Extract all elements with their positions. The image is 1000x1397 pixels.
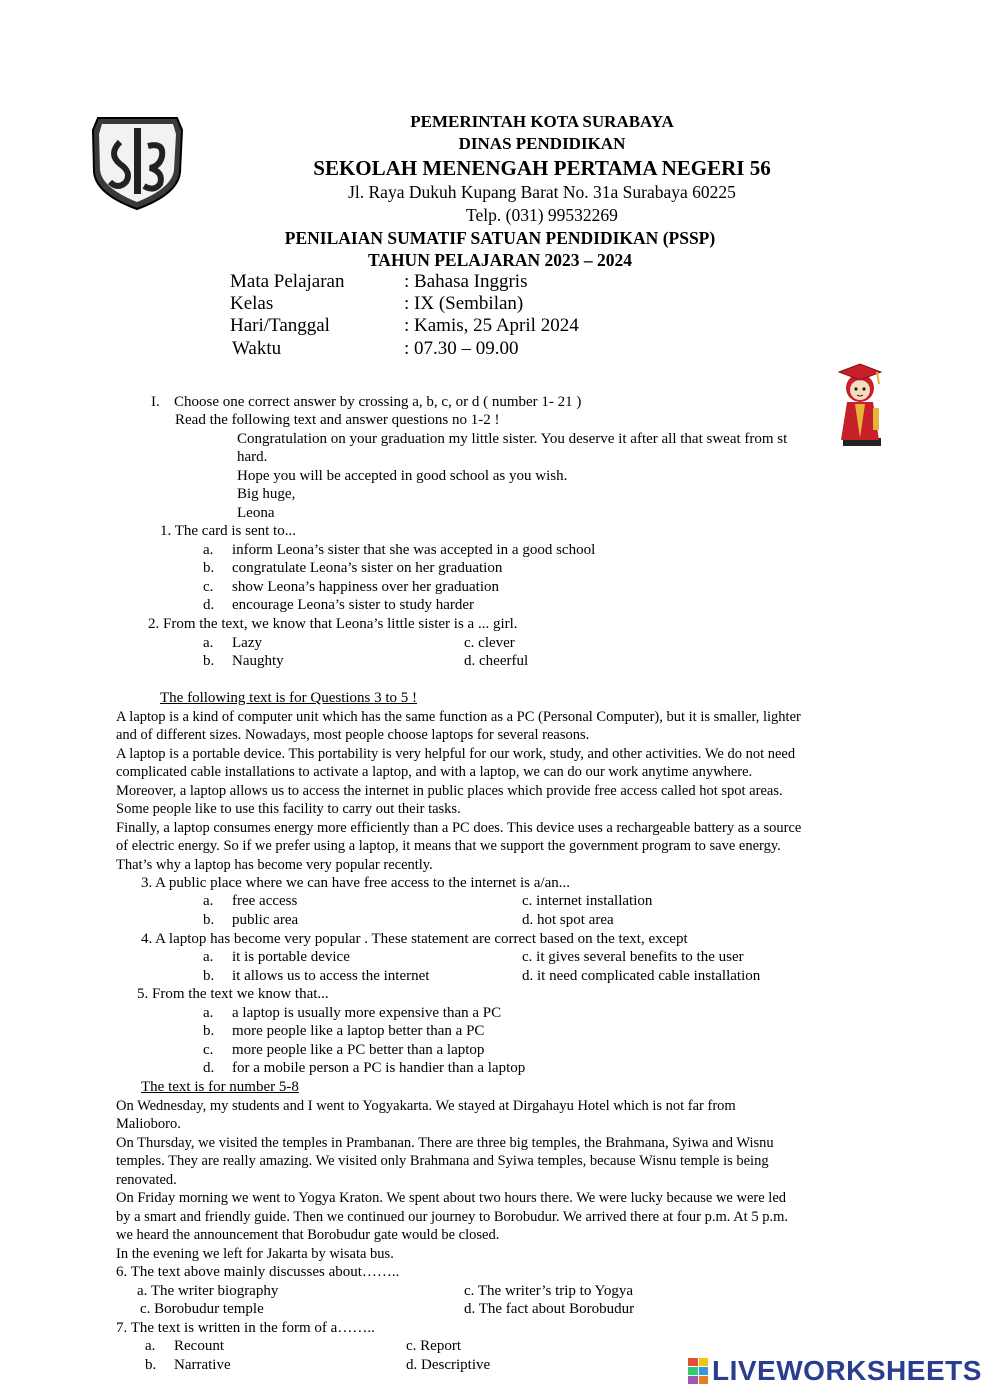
question-1-option-a[interactable]: inform Leona’s sister that she was accepted in a good school [232, 542, 596, 558]
question-4-option-c[interactable]: c. it gives several benefits to the user [522, 949, 744, 965]
section-numeral: I. [151, 394, 160, 410]
info-label-date: Hari/Tanggal [230, 315, 330, 336]
question-6-option-b[interactable]: c. Borobudur temple [140, 1301, 264, 1317]
question-6-option-c[interactable]: c. The writer’s trip to Yogya [464, 1283, 634, 1299]
option-letter: b. [203, 1023, 215, 1039]
card-text-line: Big huge, [237, 486, 296, 502]
header-government: PEMERINTAH KOTA SURABAYA [410, 112, 674, 131]
school-address: Jl. Raya Dukuh Kupang Barat No. 31a Surabaya 60225 [348, 182, 736, 202]
question-4-option-b[interactable]: it allows us to access the internet [232, 968, 430, 984]
reading-instruction: Read the following text and answer questions no 1-2 ! [175, 412, 500, 428]
paragraph-line: and of different sizes. Nowadays, most people choose laptops for several reasons. [116, 727, 590, 743]
paragraph-line: temples. They are really amazing. We visited only Brahmana and Syiwa temples, because Wisnu temple is being [116, 1153, 769, 1169]
liveworksheets-logo-icon [688, 1358, 708, 1384]
question-4-stem: 4. A laptop has become very popular . These statement are correct based on the text, except [141, 931, 688, 947]
school-name: SEKOLAH MENENGAH PERTAMA NEGERI 56 [313, 156, 771, 180]
liveworksheets-watermark [688, 1355, 982, 1387]
info-value-class: : IX (Sembilan) [404, 293, 524, 314]
option-letter: b. [145, 1357, 157, 1373]
question-3-option-c[interactable]: c. internet installation [522, 893, 653, 909]
option-letter: a. [203, 949, 214, 965]
paragraph-line: of electric energy. So if we prefer using a laptop, it means that we support the government program to save energy. [116, 838, 781, 854]
info-value-date: : Kamis, 25 April 2024 [404, 315, 579, 336]
paragraph-line: by a smart and friendly guide. Then we continued our journey to Borobudur. We arrived there at four p.m. At 5 p.m. [116, 1209, 788, 1225]
question-3-option-a[interactable]: free access [232, 893, 298, 909]
option-letter: b. [203, 912, 215, 928]
option-letter: d. [203, 1060, 215, 1076]
paragraph-line: On Friday morning we went to Yogya Kraton. We spent about two hours there. We were lucky because we were led [116, 1190, 787, 1206]
option-letter: b. [203, 968, 215, 984]
text-2-heading: The following text is for Questions 3 to 5 ! [160, 690, 418, 706]
question-5-option-a[interactable]: a laptop is usually more expensive than a PC [232, 1005, 502, 1021]
paragraph-line: Moreover, a laptop allows us to access the internet in public places which provide free access called hot spot areas. [116, 783, 783, 799]
mascot-graduate-illustration [833, 358, 888, 448]
info-label-class: Kelas [230, 293, 274, 314]
question-1-option-d[interactable]: encourage Leona’s sister to study harder [232, 597, 474, 613]
question-6-stem: 6. The text above mainly discusses about…….. [116, 1264, 400, 1280]
question-7-option-c[interactable]: c. Report [406, 1338, 461, 1354]
paragraph-line: Finally, a laptop consumes energy more efficiently than a PC does. This device uses a rechargeable battery as a source [116, 820, 802, 836]
paragraph-line: A laptop is a kind of computer unit which has the same function as a PC (Personal Computer), but it is smaller, lighter [116, 709, 801, 725]
question-2-stem: 2. From the text, we know that Leona’s little sister is a ... girl. [148, 616, 518, 632]
option-letter: a. [203, 1005, 214, 1021]
question-3-option-b[interactable]: public area [232, 912, 299, 928]
paragraph-line: complicated cable installations to activate a laptop, and with a laptop, we can do our work anytime anywhere. [116, 764, 753, 780]
text-3-heading: The text is for number 5-8 [141, 1079, 299, 1095]
option-letter: a. [203, 893, 214, 909]
section-instruction: Choose one correct answer by crossing a, b, c, or d ( number 1- 21 ) [174, 394, 582, 410]
question-2-option-c[interactable]: c. clever [464, 635, 515, 651]
question-3-option-d[interactable]: d. hot spot area [522, 912, 614, 928]
question-6-option-a[interactable]: a. The writer biography [137, 1283, 279, 1299]
option-letter: b. [203, 560, 215, 576]
question-3-stem: 3. A public place where we can have free access to the internet is a/an... [141, 875, 570, 891]
exam-title: PENILAIAN SUMATIF SATUAN PENDIDIKAN (PSSP) [284, 228, 716, 248]
card-text-line: hard. [237, 449, 268, 465]
info-label-subject: Mata Pelajaran [230, 271, 345, 292]
question-7-option-a[interactable]: Recount [174, 1338, 224, 1354]
question-6-option-d[interactable]: d. The fact about Borobudur [464, 1301, 635, 1317]
option-letter: a. [203, 542, 214, 558]
question-7-stem: 7. The text is written in the form of a…….. [116, 1320, 375, 1336]
question-5-option-b[interactable]: more people like a laptop better than a PC [232, 1023, 485, 1039]
paragraph-line: A laptop is a portable device. This portability is very helpful for our work, study, and other activities. We do not need [116, 746, 796, 762]
card-text-line: Leona [237, 505, 275, 521]
question-5-stem: 5. From the text we know that... [137, 986, 329, 1002]
option-letter: a. [145, 1338, 156, 1354]
info-value-time: : 07.30 – 09.00 [404, 338, 519, 359]
question-4-option-d[interactable]: d. it need complicated cable installation [522, 968, 761, 984]
option-letter: b. [203, 653, 215, 669]
question-2-option-a[interactable]: Lazy [232, 635, 262, 651]
paragraph-line: Malioboro. [116, 1116, 181, 1132]
question-1-option-c[interactable]: show Leona’s happiness over her graduation [232, 579, 500, 595]
question-7-option-d[interactable]: d. Descriptive [406, 1357, 491, 1373]
question-7-option-b[interactable]: Narrative [174, 1357, 231, 1373]
paragraph-line: On Thursday, we visited the temples in Prambanan. There are three big temples, the Brahmana, Syiwa and Wisnu [116, 1135, 774, 1151]
header-department: DINAS PENDIDIKAN [458, 134, 626, 153]
question-1-option-b[interactable]: congratulate Leona’s sister on her graduation [232, 560, 503, 576]
option-letter: a. [203, 635, 214, 651]
option-letter: c. [203, 1042, 214, 1058]
liveworksheets-wordmark: LIVEWORKSHEETS [712, 1355, 982, 1386]
paragraph-line: we heard the announcement that Borobudur gate would be closed. [116, 1227, 500, 1243]
paragraph-line: On Wednesday, my students and I went to Yogyakarta. We stayed at Dirgahayu Hotel which is not far from [116, 1098, 736, 1114]
info-value-subject: : Bahasa Inggris [404, 271, 528, 292]
question-5-option-d[interactable]: for a mobile person a PC is handier than a laptop [232, 1060, 526, 1076]
card-text-line: Hope you will be accepted in good school as you wish. [237, 468, 568, 484]
option-letter: c. [203, 579, 214, 595]
paragraph-line: renovated. [116, 1172, 177, 1188]
school-phone: Telp. (031) 99532269 [466, 205, 618, 225]
paragraph-line: Some people like to use this facility to carry out their tasks. [116, 801, 461, 817]
question-4-option-a[interactable]: it is portable device [232, 949, 350, 965]
paragraph-line: That’s why a laptop has become very popular recently. [116, 857, 433, 873]
paragraph-line: In the evening we left for Jakarta by wisata bus. [116, 1246, 394, 1262]
question-2-option-d[interactable]: d. cheerful [464, 653, 529, 669]
question-5-option-c[interactable]: more people like a PC better than a laptop [232, 1042, 485, 1058]
academic-year: TAHUN PELAJARAN 2023 – 2024 [367, 250, 633, 270]
info-label-time: Waktu [232, 338, 282, 359]
option-letter: d. [203, 597, 215, 613]
question-1-stem: 1. The card is sent to... [160, 523, 296, 539]
card-text-line: Congratulation on your graduation my little sister. You deserve it after all that sweat from st [237, 431, 788, 447]
question-2-option-b[interactable]: Naughty [232, 653, 284, 669]
